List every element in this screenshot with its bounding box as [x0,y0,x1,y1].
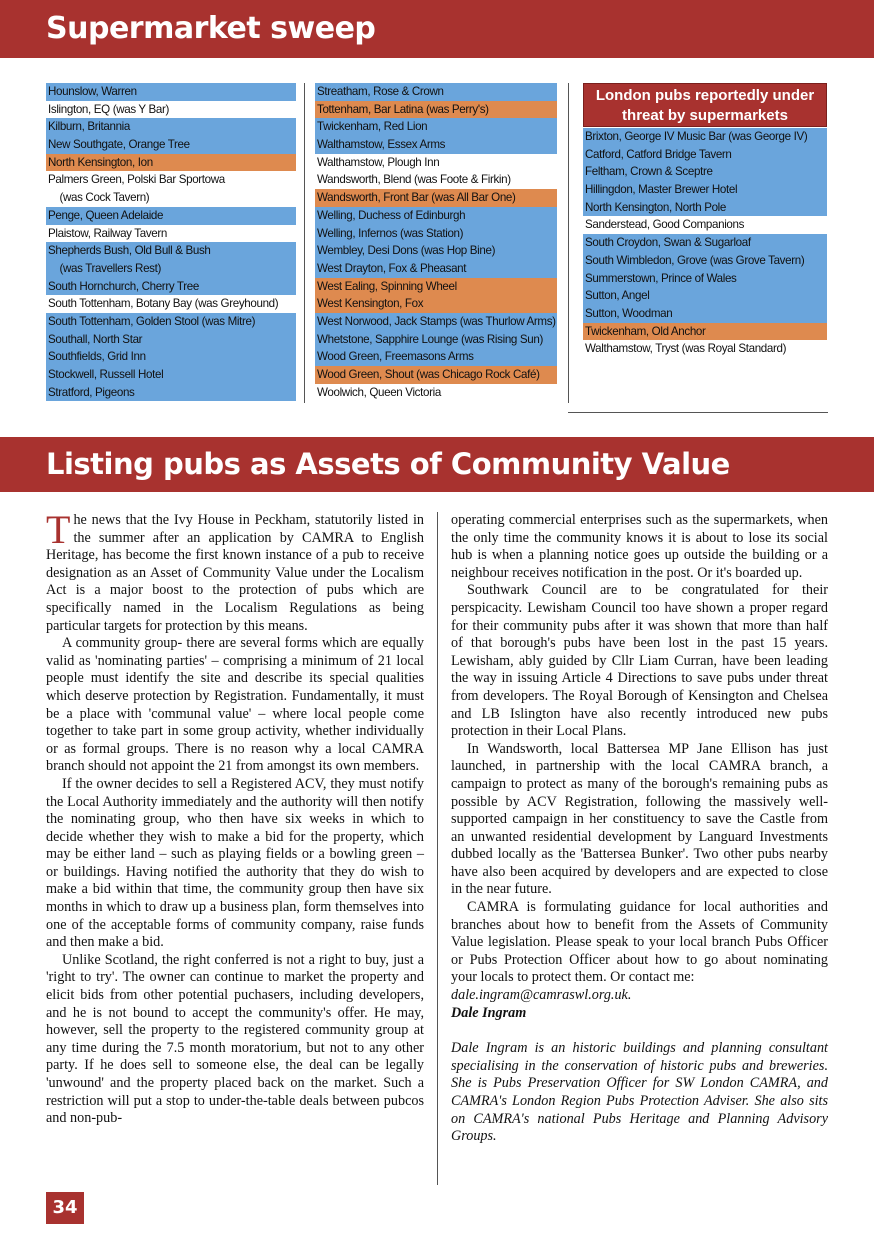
section-title-listing-pubs: Listing pubs as Assets of Community Value [0,437,874,492]
pub-list-item: Stratford, Pigeons [46,384,296,402]
pub-list-item: Shepherds Bush, Old Bull & Bush [46,242,296,260]
pub-list-item: Brixton, George IV Music Bar (was George IV) [583,128,827,146]
pub-list-item: South Tottenham, Golden Stool (was Mitre) [46,313,296,331]
article-paragraph: If the owner decides to sell a Registered ACV, they must notify the Local Authority immediately and the authority will then notify the nominating group, who then have six weeks in which to decide whether they wish to make a bid for the property, which may be either land – such as playing fields or a bowling green – or buildings. Having notified the authority that they do wish to make a bid within that time, the community group then have six months in which to draw up a business plan, form themselves into one of the acceptable forms of community company, raise funds and then make a bid. [46,775,424,951]
drop-cap: T [46,507,71,552]
contact-email: dale.ingram@camraswl.org.uk. [451,987,632,1004]
pub-list-item: Stockwell, Russell Hotel [46,366,296,384]
pub-list-item: North Kensington, Ion [46,154,296,172]
article-column-left [46,507,424,1128]
pub-list-item: Palmers Green, Polski Bar Sportowa [48,173,225,187]
pub-list-item: North Kensington, North Pole [583,199,827,217]
pub-list-item: Sanderstead, Good Companions [585,218,745,232]
article-column-right [451,512,828,1146]
pub-list-item: Southfields, Grid Inn [46,348,296,366]
pub-list-item: West Norwood, Jack Stamps (was Thurlow Arms) [315,313,557,331]
pub-list-column-1 [46,83,296,401]
pub-list-item: Plaistow, Railway Tavern [48,226,167,240]
pub-list-item: South Wimbledon, Grove (was Grove Tavern) [583,252,827,270]
pub-list-item: Woolwich, Queen Victoria [317,385,441,399]
pub-list-item: New Southgate, Orange Tree [46,136,296,154]
pub-list-item: Feltham, Crown & Sceptre [583,163,827,181]
article-paragraph: Southwark Council are to be congratulated for their perspicacity. Lewisham Council too have shown a proper regard for their community pubs after it was shown that more than half of that borough's pubs have been lost in the past 15 years. Lewisham, ably guided by Cllr Liam Curran, have been leading the way in issuing Article 4 Directions to save pubs under threat from developers. The Royal Borough of Kensington and Chelsea and LB Islington have also recently introduced new pubs protection in their Local Plans. [451,582,828,740]
column-divider [304,83,305,403]
pub-list-column-2 [315,83,557,401]
pub-list-item: Sutton, Woodman [583,305,827,323]
pub-list-item: Wood Green, Freemasons Arms [315,348,557,366]
pub-list-item: (was Travellers Rest) [46,260,296,278]
pub-list-item: Wandsworth, Front Bar (was All Bar One) [315,189,557,207]
article-paragraph: CAMRA is formulating guidance for local authorities and branches about how to benefit from the Assets of Community Value legislation. Please speak to your local branch Pubs Officer or Pubs Protection Officer about how to go about nominating your locals to protect them. Or contact me: [451,899,828,986]
pub-list-item: Whetstone, Sapphire Lounge (was Rising Sun) [315,331,557,349]
pub-list-item: Sutton, Angel [583,287,827,305]
pub-list-item: South Croydon, Swan & Sugarloaf [583,234,827,252]
threat-list-header: London pubs reportedly under threat by supermarkets [583,83,827,127]
pub-list-item: Walthamstow, Essex Arms [315,136,557,154]
pub-list-item: Hounslow, Warren [46,83,296,101]
article-paragraph: operating commercial enterprises such as the supermarkets, when the only time the community knows it is about to lose its social hub is when a planning notice goes up outside the building or a neighbour receives notification in the post. Or it's boarded up. [451,512,828,581]
pub-list-item: South Hornchurch, Cherry Tree [46,278,296,296]
pub-list-item: Southall, North Star [46,331,296,349]
pub-list-item: Tottenham, Bar Latina (was Perry's) [315,101,557,119]
pub-list-item: Twickenham, Red Lion [315,118,557,136]
pub-list-item: Walthamstow, Plough Inn [317,155,440,169]
section-rule [568,412,828,413]
pub-list-item: Wembley, Desi Dons (was Hop Bine) [315,242,557,260]
pub-list-item: Islington, EQ (was Y Bar) [48,102,169,116]
pub-list-item: West Kensington, Fox [315,295,557,313]
pub-list-item: Catford, Catford Bridge Tavern [583,146,827,164]
pub-list-item: Wood Green, Shout (was Chicago Rock Café) [315,366,557,384]
pub-list-item: (was Cock Tavern) [48,191,150,205]
article-paragraph: Unlike Scotland, the right conferred is not a right to buy, just a 'right to try'. The owner can continue to market the property and elicit bids from other potential puchasers, including developers, and he is not bound to accept the community's offer. He may, however, sell the property to the registered community group at any time during the 7.5 month moratorium, but not to any other party. If he does sell to someone else, the deal can be legally 'unwound' and the property placed back on the market. Such a restriction will put a stop to under-the-table deals between pubcos and non-pub- [46,951,424,1127]
pub-list-item: Summerstown, Prince of Wales [583,270,827,288]
pub-list-item: Kilburn, Britannia [46,118,296,136]
pub-list-item: Walthamstow, Tryst (was Royal Standard) [585,342,787,356]
pub-list-item: Wandsworth, Blend (was Foote & Firkin) [317,173,511,187]
pub-list-item: Streatham, Rose & Crown [315,83,557,101]
pub-list-item: West Ealing, Spinning Wheel [315,278,557,296]
section-title-supermarket-sweep: Supermarket sweep [0,0,874,58]
pub-list-item: Twickenham, Old Anchor [583,323,827,341]
author-signature: Dale Ingram [451,1004,527,1021]
author-bio: Dale Ingram is an historic buildings and planning consultant specialising in the conservation of historic pubs and breweries. She is Pubs Preservation Officer for SW London CAMRA, and CAMRA's London Region Pubs Protection Adviser. She also sits on CAMRA's national Pubs Heritage and Planning Advisory Groups. [451,1040,828,1145]
pub-list-item: South Tottenham, Botany Bay (was Greyhound) [48,297,279,311]
pub-list-item: Welling, Duchess of Edinburgh [315,207,557,225]
pub-list-item: Welling, Infernos (was Station) [315,225,557,243]
article-paragraph: In Wandsworth, local Battersea MP Jane Ellison has just launched, in partnership with the local CAMRA branch, a campaign to protect as many of the borough's remaining pubs as possible by ACV Registration, following the massively well-supported campaign in her constituency to save the Castle from an unwanted residential development by Languard Investments dubbed locally as the 'Battersea Bunker'. Two other pubs nearby have also been acquired by developers and are expected to close in the near future. [451,740,828,898]
pub-list-item: Hillingdon, Master Brewer Hotel [583,181,827,199]
pub-list-column-3 [583,83,827,358]
pub-list-item: West Drayton, Fox & Pheasant [315,260,557,278]
page-number: 34 [46,1192,84,1224]
pub-list-item: Penge, Queen Adelaide [46,207,296,225]
column-divider [437,512,438,1185]
column-divider [568,83,569,403]
article-paragraph: The news that the Ivy House in Peckham, statutorily listed in the summer after an application by CAMRA to English Heritage, has become the first known instance of a pub to receive designation as an Asset of Community Value under the Localism Act is a major boost to the protection of pubs which are specifically named in the Localism Regulations as being particular targets for protection by this means. [46,507,424,634]
article-paragraph: A community group- there are several forms which are equally valid as 'nominating parties' – comprising a minimum of 21 local people must identify the site and describe its special qualities which deserve protection by Registration. Fundamentally, it must be a place with 'communal value' – where local people come together to take part in some group activity, whether individually or as formal groups. There is no reason why a local CAMRA branch should not appoint the 21 from amongst its own members. [46,635,424,775]
